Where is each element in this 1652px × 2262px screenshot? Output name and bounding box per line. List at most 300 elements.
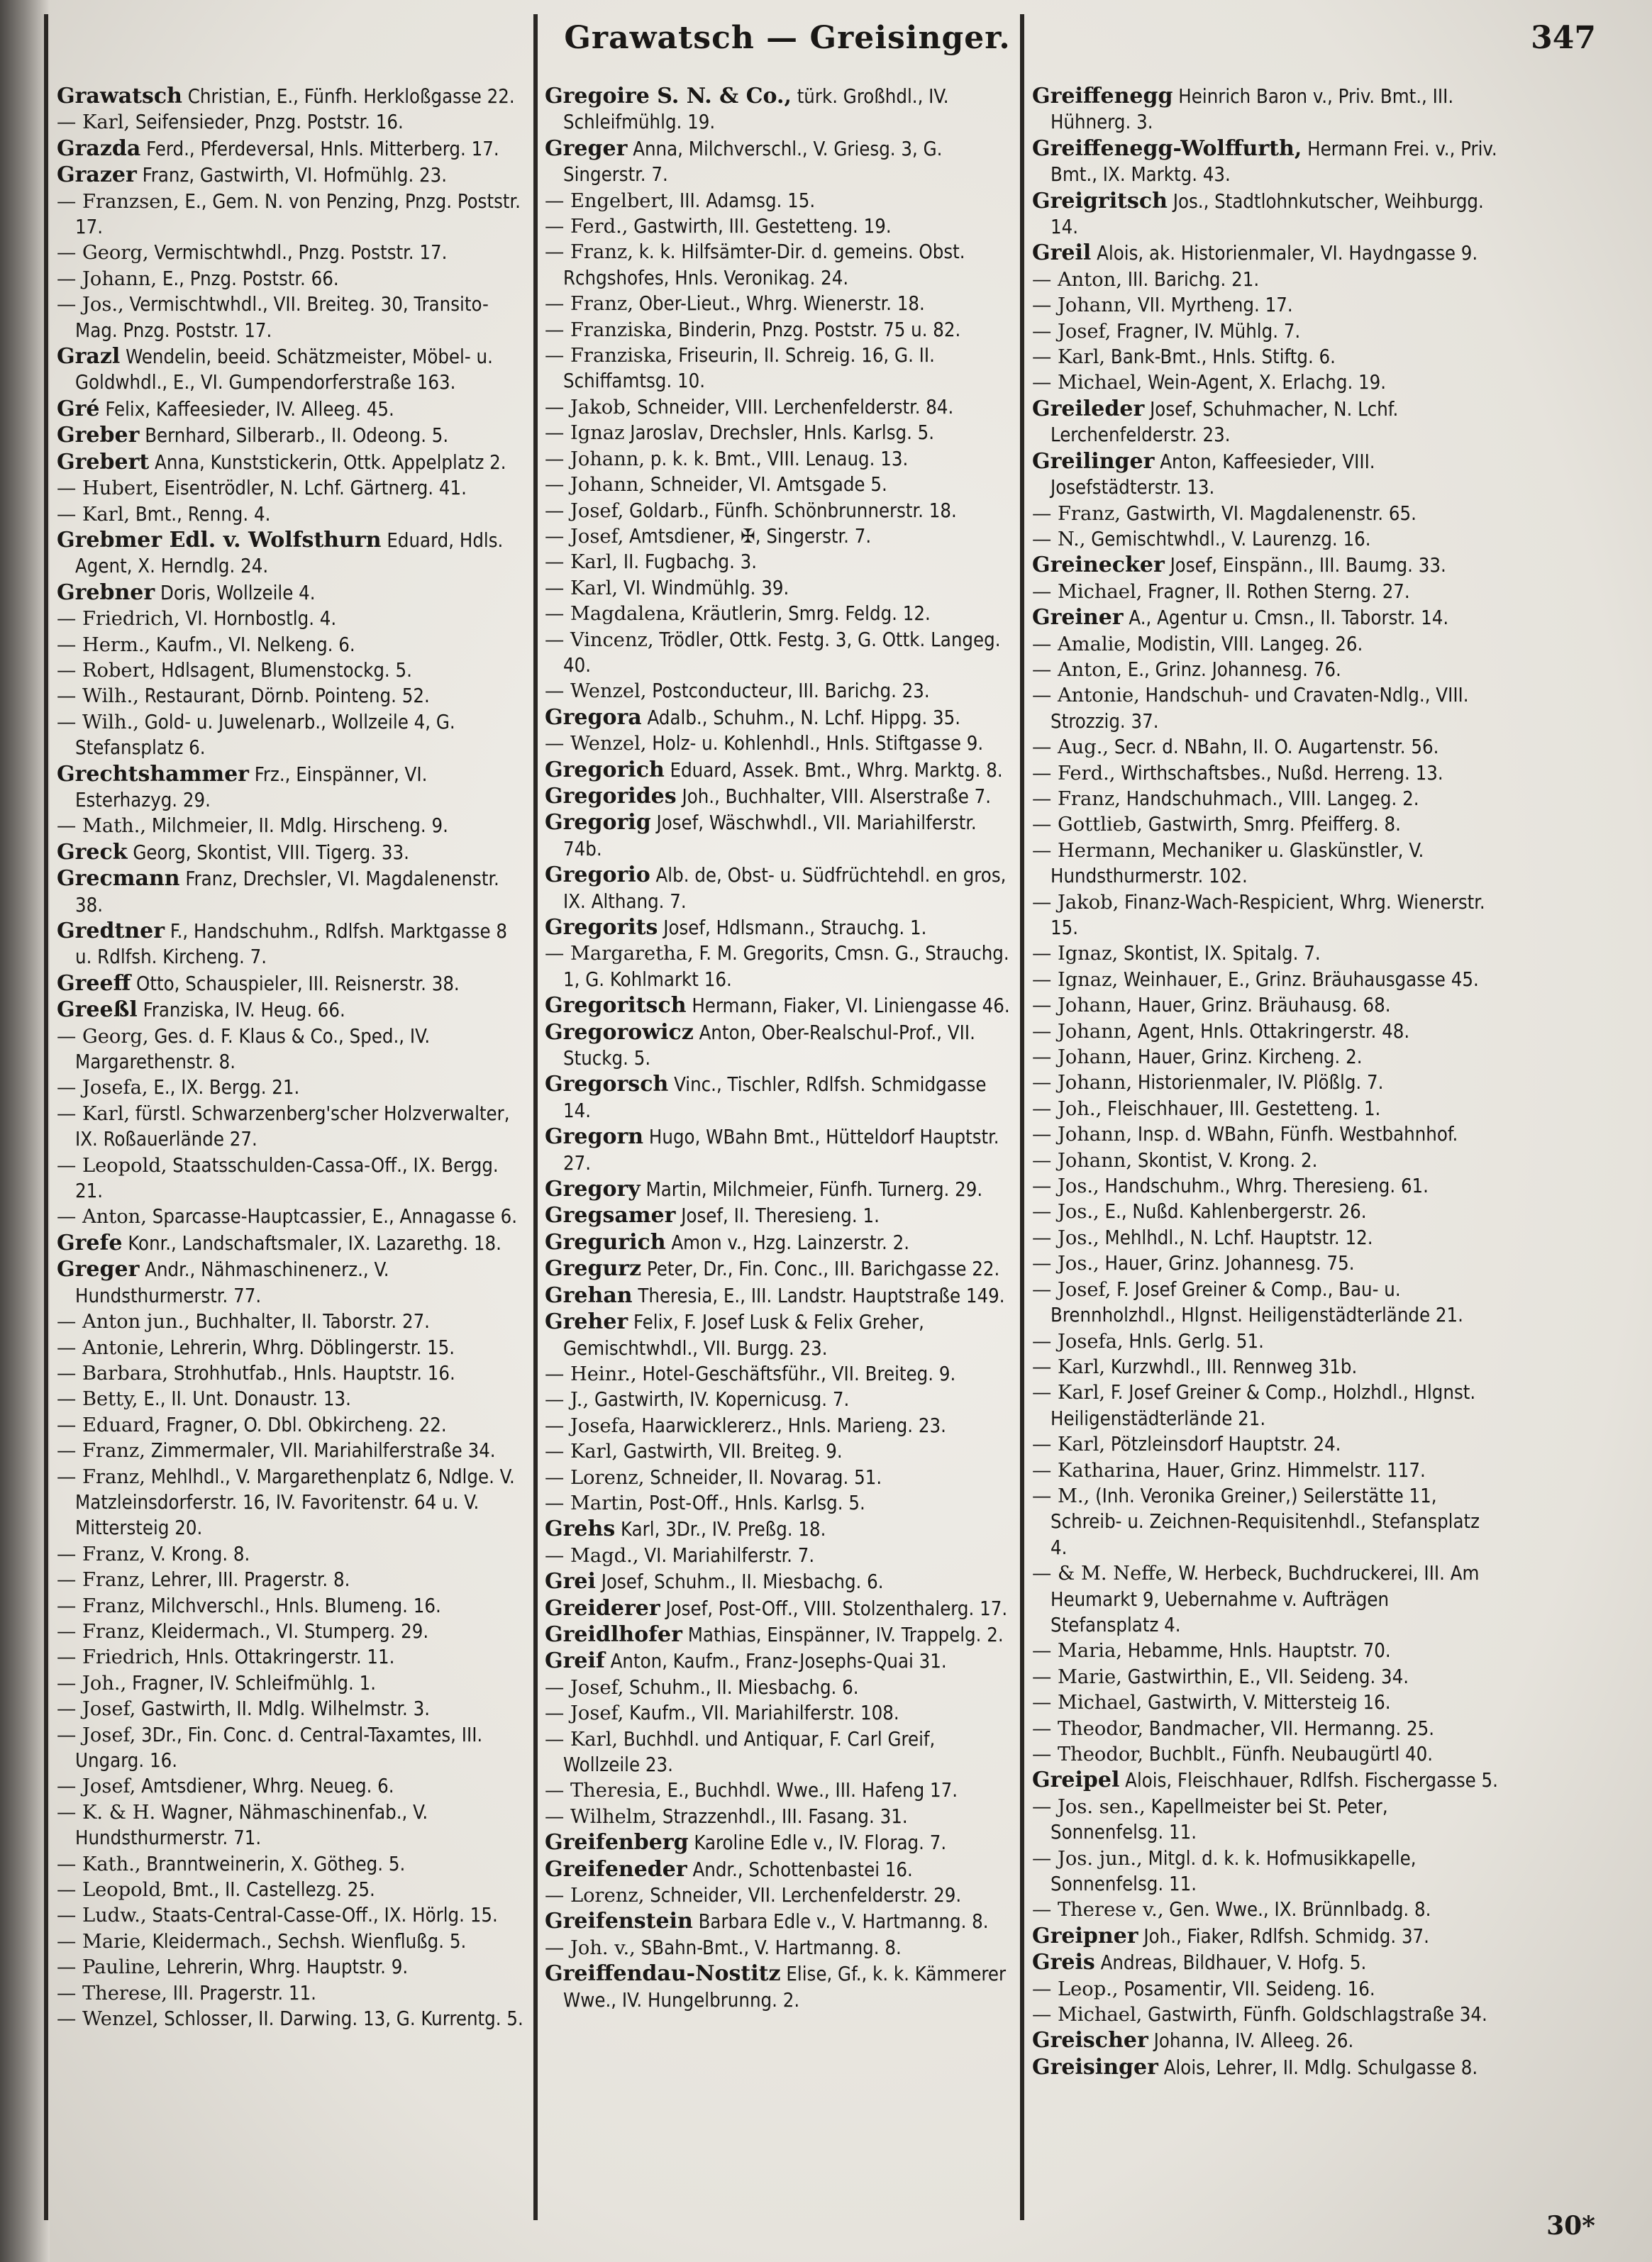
directory-entry <box>1032 1742 1500 1768</box>
directory-entry <box>57 240 525 266</box>
entry-headword: Gregorits <box>545 915 658 940</box>
entry-headword: — Anton, <box>1032 658 1122 681</box>
entry-headword: Gregorsch <box>545 1072 669 1097</box>
entry-headword: Greif <box>545 1648 605 1674</box>
entry-headword: — Franz, <box>545 293 633 316</box>
entry-details: Bandmacher, VII. Hermanng. 25. <box>1143 1717 1435 1740</box>
directory-entry <box>57 1903 525 1929</box>
entry-headword: — Georg, <box>57 242 149 265</box>
directory-entry <box>57 423 525 449</box>
entry-details: Doris, Wollzeile 4. <box>155 582 316 604</box>
entry-headword: — Anton, <box>1032 268 1122 291</box>
entry-headword: — Jos. jun., <box>1032 1847 1143 1870</box>
directory-entry <box>57 710 525 762</box>
directory-entry <box>545 941 1013 993</box>
directory-entry <box>1032 1561 1500 1639</box>
directory-entry <box>57 1413 525 1438</box>
directory-entry <box>1032 1277 1500 1329</box>
entry-headword: — Johann, <box>1032 1072 1133 1094</box>
entry-details: Zimmermaler, VII. Mariahilferstraße 34. <box>145 1440 496 1463</box>
entry-headword: — Karl, <box>1032 1355 1106 1378</box>
entry-details: Vinc., Tischler, Rdlfsh. Schmidgasse 14. <box>563 1074 987 1122</box>
entry-headword: — Anton, <box>57 1206 147 1229</box>
entry-details: Milchverschl., Hnls. Blumeng. 16. <box>145 1595 441 1617</box>
entry-headword: — K. & H. <box>57 1801 156 1824</box>
entry-details: Josef, Wäschwhdl., VII. Mariahilferstr. 74b. <box>563 812 977 860</box>
entry-details: Hotel-Geschäftsführ., VII. Breiteg. 9. <box>636 1363 956 1385</box>
directory-entry <box>1032 1484 1500 1561</box>
directory-entry <box>1032 2002 1500 2028</box>
entry-details: E., Pnzg. Poststr. 66. <box>157 267 339 290</box>
entry-details: Insp. d. WBahn, Fünfh. Westbahnhof. <box>1132 1124 1458 1146</box>
directory-entry <box>545 1491 1013 1517</box>
entry-details: Karl, 3Dr., IV. Preßg. 18. <box>615 1519 826 1541</box>
entry-details: Gastwirth, VI. Magdalenenstr. 65. <box>1120 502 1417 525</box>
entry-headword: Gré <box>57 396 100 421</box>
entry-details: Joh., Fiaker, Rdlfsh. Schmidg. 37. <box>1138 1925 1429 1948</box>
entry-headword: — & M. Neffe, <box>1032 1563 1173 1585</box>
directory-entry <box>57 1231 525 1257</box>
directory-entry <box>545 915 1013 941</box>
entry-details: Vermischtwhdl., Pnzg. Poststr. 17. <box>148 242 448 265</box>
entry-headword: — Ferd., <box>1032 762 1116 785</box>
directory-entry <box>1032 553 1500 579</box>
directory-entry <box>57 1955 525 1980</box>
entry-details: Schneider, VI. Amtsgade 5. <box>645 474 887 497</box>
entry-headword: Gregorig <box>545 810 651 836</box>
directory-entry <box>545 550 1013 575</box>
entry-details: Handschuhmach., VIII. Langeg. 2. <box>1120 787 1419 810</box>
entry-headword: — Eduard, <box>57 1414 161 1436</box>
entry-details: Barbara Edle v., V. Hartmanng. 8. <box>692 1911 989 1934</box>
entry-headword: — Ignaz, <box>1032 968 1119 991</box>
directory-entry <box>545 1072 1013 1124</box>
entry-headword: Greck <box>57 839 128 865</box>
entry-headword: — Franz, <box>57 1440 145 1463</box>
entry-headword: — Franz, <box>545 241 633 264</box>
directory-entry <box>545 1230 1013 1256</box>
entry-headword: — Josef, <box>545 525 624 548</box>
entry-headword: — Marie, <box>1032 1665 1122 1688</box>
directory-entry <box>545 499 1013 524</box>
entry-headword: — Marie, <box>57 1930 147 1953</box>
column-rule-right <box>1020 14 1024 2220</box>
directory-entry <box>545 1727 1013 1779</box>
entry-details: Mehlhdl., N. Lchf. Hauptstr. 12. <box>1099 1226 1373 1249</box>
entry-headword: — Ferd., <box>545 216 628 238</box>
directory-entry <box>1032 1122 1500 1148</box>
column-rule-middle <box>533 14 538 2220</box>
entry-headword: Greifenberg <box>545 1830 689 1856</box>
entry-details: F., Handschuhm., Rdlfsh. Marktgasse 8 u. Rdlfsh. Kircheng. 7. <box>75 921 508 969</box>
entry-details: Goldarb., Fünfh. Schönbrunnerstr. 18. <box>623 499 957 522</box>
entry-details: Gastwirth, IV. Kopernicusg. 7. <box>589 1389 850 1412</box>
entry-details: k. k. Hilfsämter-Dir. d. gemeins. Obst. Rchgshofes, Hnls. Veronikag. 24. <box>563 241 965 289</box>
column-1 <box>57 84 525 2219</box>
entry-details: Gastwirth, Smrg. Pfeifferg. 8. <box>1142 814 1401 836</box>
entry-headword: — Karl, <box>1032 346 1106 369</box>
directory-entry <box>545 292 1013 317</box>
entry-details: Binderin, Pnzg. Poststr. 75 u. 82. <box>672 318 961 341</box>
directory-entry <box>545 1596 1013 1622</box>
directory-entry <box>1032 189 1500 241</box>
directory-entry <box>1032 267 1500 293</box>
entry-headword: — Karl, <box>57 1102 131 1125</box>
entry-details: Fragner, IV. Mühlg. 7. <box>1111 320 1301 343</box>
entry-details: Gastwirth, VII. Breiteg. 9. <box>618 1441 843 1463</box>
entry-headword: — Jakob, <box>1032 891 1119 914</box>
entry-details: Jos., Stadtlohnkutscher, Weihburgg. 14. <box>1050 190 1484 239</box>
entry-headword: — Robert, <box>57 659 156 682</box>
entry-details: Alois, Lehrer, II. Mdlg. Schulgasse 8. <box>1158 2056 1478 2079</box>
entry-details: Branntweinerin, X. Götheg. 5. <box>140 1853 406 1875</box>
directory-entry <box>57 1257 525 1309</box>
entry-headword: — Theodor, <box>1032 1743 1143 1765</box>
directory-entry <box>545 1362 1013 1387</box>
entry-details: Finanz-Wach-Respicient, Whrg. Wienerstr. 15. <box>1050 891 1485 939</box>
entry-details: Gemischtwhdl., V. Laurenzg. 16. <box>1085 528 1371 550</box>
entry-details: E., IX. Bergg. 21. <box>148 1077 300 1099</box>
entry-details: Andr., Nähmaschinenerz., V. Hundsthurmerstr. 77. <box>75 1259 389 1307</box>
entry-details: Amtsdiener, ✠, Singerstr. 7. <box>623 525 872 548</box>
directory-entry <box>1032 2028 1500 2054</box>
entry-details: Secr. d. NBahn, II. O. Augartenstr. 56. <box>1109 736 1439 759</box>
entry-headword: — Josef, <box>545 499 624 522</box>
directory-entry <box>57 919 525 971</box>
directory-entry <box>1032 1977 1500 2002</box>
entry-details: Lehrer, III. Pragerstr. 8. <box>145 1569 350 1592</box>
entry-headword: — Franz, <box>57 1543 145 1565</box>
entry-headword: — Friedrich, <box>57 608 180 631</box>
directory-entry <box>545 1778 1013 1804</box>
directory-entry <box>545 1961 1013 2014</box>
entry-headword: — Josef, <box>57 1724 136 1746</box>
entry-details: Konr., Landschaftsmaler, IX. Lazarethg. 18. <box>122 1232 501 1255</box>
entry-details: VI. Windmühlg. 39. <box>618 577 789 599</box>
entry-headword: Grehs <box>545 1517 616 1542</box>
entry-headword: — Johann, <box>1032 1020 1133 1043</box>
directory-entry <box>57 2007 525 2032</box>
directory-entry <box>545 84 1013 136</box>
entry-details: E., Buchhdl. Wwe., III. Hafeng 17. <box>661 1780 958 1802</box>
directory-entry <box>545 472 1013 498</box>
directory-entry <box>1032 605 1500 631</box>
entry-headword: — Lorenz, <box>545 1466 645 1489</box>
entry-details: Sparcasse-Hauptcassier, E., Annagasse 6. <box>146 1206 518 1229</box>
entry-details: Wirthschaftsbes., Nußd. Herreng. 13. <box>1115 762 1443 785</box>
entry-details: Hauer, Grinz. Himmelstr. 117. <box>1160 1459 1426 1482</box>
directory-entry <box>545 731 1013 757</box>
directory-entry <box>57 866 525 919</box>
entry-headword: Gregurz <box>545 1256 642 1282</box>
entry-headword: — Johann, <box>1032 294 1133 317</box>
entry-details: Eduard, Assek. Bmt., Whrg. Marktg. 8. <box>664 759 1003 782</box>
entry-details: VI. Mariahilferstr. 7. <box>638 1544 815 1567</box>
entry-headword: Greigritsch <box>1032 188 1168 214</box>
directory-entry <box>545 1414 1013 1439</box>
entry-headword: Greeff <box>57 970 131 996</box>
entry-details: Hauer, Grinz. Kircheng. 2. <box>1132 1046 1363 1069</box>
entry-headword: — Leopold, <box>57 1154 167 1177</box>
entry-headword: Greil <box>1032 240 1092 266</box>
directory-entry <box>1032 787 1500 812</box>
entry-details: Gold- u. Juwelenarb., Wollzeile 4, G. Stefansplatz 6. <box>75 711 455 760</box>
page-number: 347 <box>1531 20 1596 56</box>
entry-details: Hermann Frei. v., Priv. Bmt., IX. Marktg. 43. <box>1050 138 1497 187</box>
entry-details: Milchmeier, II. Mdlg. Hirscheng. 9. <box>146 815 448 838</box>
directory-entry <box>57 1465 525 1542</box>
directory-entry <box>545 1439 1013 1465</box>
directory-entry <box>545 1387 1013 1413</box>
entry-headword: Grechtshammer <box>57 761 249 787</box>
directory-entry <box>545 576 1013 601</box>
entry-headword: — Josefa, <box>1032 1330 1124 1353</box>
entry-headword: Greeßl <box>57 997 138 1023</box>
directory-entry <box>545 1203 1013 1229</box>
entry-details: Anna, Kunststickerin, Ottk. Appelplatz 2. <box>149 451 506 474</box>
entry-details: Georg, Skontist, VIII. Tigerg. 33. <box>127 841 409 864</box>
directory-entry <box>57 684 525 709</box>
entry-details: Josef, Schuhmacher, N. Lchf. Lerchenfelderstr. 23. <box>1050 398 1399 447</box>
entry-details: Hugo, WBahn Bmt., Hütteldorf Hauptstr. 27. <box>563 1126 999 1175</box>
entry-headword: — Karl, <box>545 551 619 574</box>
entry-details: Staatsschulden-Cassa-Off., IX. Bergg. 21. <box>75 1154 499 1203</box>
directory-entry <box>1032 1458 1500 1484</box>
entry-details: Mathias, Einspänner, IV. Trappelg. 2. <box>682 1624 1004 1646</box>
directory-entry <box>57 1929 525 1955</box>
entry-details: Josef, Einspänn., III. Baumg. 33. <box>1164 555 1446 577</box>
entry-details: W. Herbeck, Buchdruckerei, III. Am Heumarkt 9, Uebernahme v. Aufträgen Stefansplatz 4. <box>1050 1563 1480 1636</box>
entry-details: Holz- u. Kohlenhdl., Hnls. Stiftgasse 9. <box>646 733 984 755</box>
directory-entry <box>1032 527 1500 553</box>
entry-headword: — Wilhelm, <box>545 1805 658 1828</box>
directory-entry <box>57 658 525 684</box>
entry-headword: Greger <box>545 135 628 161</box>
entry-headword: — Jos., <box>57 294 124 316</box>
directory-entry <box>1032 1897 1500 1923</box>
entry-details: Johanna, IV. Alleeg. 26. <box>1148 2030 1354 2053</box>
directory-entry <box>57 1336 525 1361</box>
column-3 <box>1032 84 1500 2219</box>
directory-entry <box>57 528 525 580</box>
entry-headword: — Josef, <box>545 1702 624 1725</box>
directory-entry <box>545 240 1013 292</box>
entry-details: Josef, Hdlsmann., Strauchg. 1. <box>658 917 927 939</box>
entry-details: III. Adamsg. 15. <box>674 189 816 212</box>
entry-headword: — Leopold, <box>57 1879 167 1902</box>
directory-entry <box>545 758 1013 784</box>
directory-entry <box>1032 1045 1500 1070</box>
entry-details: Lehrerin, Whrg. Hauptstr. 9. <box>160 1956 409 1979</box>
entry-details: Handschuh- und Cravaten-Ndlg., VIII. Strozzig. 37. <box>1050 684 1469 733</box>
directory-entry <box>1032 658 1500 683</box>
directory-entry <box>57 344 525 397</box>
entry-headword: Gregoire S. N. & Co., <box>545 84 792 109</box>
directory-entry <box>57 1852 525 1878</box>
entry-headword: — M., <box>1032 1485 1090 1507</box>
directory-entry <box>1032 968 1500 993</box>
entry-headword: — Johann, <box>1032 1149 1133 1172</box>
entry-details: VII. Myrtheng. 17. <box>1132 294 1293 317</box>
entry-details: Hauer, Grinz. Johannesg. 75. <box>1099 1253 1355 1275</box>
entry-details: Kleidermach., VI. Stumperg. 29. <box>145 1620 429 1643</box>
entry-details: Posamentir, VII. Seideng. 16. <box>1118 1978 1375 2000</box>
entry-details: Lehrerin, Whrg. Döblingerstr. 15. <box>164 1336 455 1359</box>
directory-entry <box>1032 1768 1500 1794</box>
entry-headword: — Karl, <box>57 503 131 526</box>
entry-headword: Greifeneder <box>545 1856 687 1882</box>
entry-headword: — Franz, <box>1032 787 1121 810</box>
entry-headword: Grefe <box>57 1230 123 1255</box>
entry-details: VI. Hornbostlg. 4. <box>179 608 337 631</box>
directory-entry <box>1032 1355 1500 1380</box>
directory-entry <box>57 1387 525 1412</box>
directory-entry <box>57 397 525 423</box>
directory-entry <box>545 1543 1013 1569</box>
directory-entry <box>1032 84 1500 136</box>
entry-details: Adalb., Schuhm., N. Lchf. Hippg. 35. <box>641 706 961 729</box>
entry-headword: — Joh. v., <box>545 1936 636 1959</box>
running-title: Grawatsch — Greisinger. <box>564 20 1011 56</box>
entry-headword: Greiner <box>1032 605 1124 631</box>
entry-headword: Grazl <box>57 344 121 370</box>
entry-headword: — Johann, <box>545 474 645 497</box>
entry-details: Alois, ak. Historienmaler, VI. Haydngasse 9. <box>1091 243 1478 265</box>
entry-details: Schuhm., II. Miesbachg. 6. <box>623 1676 859 1699</box>
entry-details: Bernhard, Silberarb., II. Odeong. 5. <box>139 425 449 448</box>
entry-headword: Gregorides <box>545 783 677 809</box>
entry-headword: — Wenzel, <box>57 2008 159 2031</box>
entry-headword: — Kath., <box>57 1853 141 1875</box>
entry-details: türk. Großhdl., IV. Schleifmühlg. 19. <box>563 86 949 134</box>
entry-headword: — Antonie, <box>57 1336 165 1359</box>
entry-headword: — Johann, <box>1032 1124 1133 1146</box>
entry-headword: — Lorenz, <box>545 1885 645 1907</box>
entry-details: p. k. k. Bmt., VIII. Lenaug. 13. <box>645 448 909 470</box>
directory-entry <box>1032 1795 1500 1846</box>
directory-entry <box>1032 319 1500 345</box>
entry-details: Alb. de, Obst- u. Südfrüchtehdl. en gros, IX. Althang. 7. <box>563 865 1007 913</box>
directory-entry <box>1032 1226 1500 1251</box>
entry-headword: — N., <box>1032 528 1086 550</box>
directory-entry <box>57 1309 525 1335</box>
entry-details: Restaurant, Dörnb. Pointeng. 52. <box>138 685 430 708</box>
entry-details: Josef, Post-Off., VIII. Stolzenthalerg. 17. <box>660 1597 1008 1620</box>
directory-entry <box>545 1177 1013 1203</box>
entry-details: Ges. d. F. Klaus & Co., Sped., IV. Margarethenstr. 8. <box>75 1025 431 1074</box>
directory-entry <box>1032 683 1500 735</box>
entry-details: Franz, Drechsler, VI. Magdalenenstr. 38. <box>75 868 499 916</box>
directory-entry <box>57 1800 525 1852</box>
entry-details: Strohhutfab., Hnls. Hauptstr. 16. <box>168 1362 455 1385</box>
directory-entry <box>57 1204 525 1230</box>
entry-details: Eduard, Hdls. Agent, X. Herndlg. 24. <box>75 529 504 578</box>
directory-entry <box>1032 1070 1500 1096</box>
entry-details: Kurzwhdl., III. Rennweg 31b. <box>1105 1355 1358 1378</box>
directory-entry <box>57 189 525 241</box>
directory-entry <box>57 580 525 606</box>
entry-headword: — Michael, <box>1032 372 1143 394</box>
entry-headword: Greiderer <box>545 1595 660 1621</box>
entry-headword: Grehan <box>545 1282 633 1308</box>
directory-entry <box>57 633 525 658</box>
directory-entry <box>1032 1148 1500 1174</box>
entry-details: Kapellmeister bei St. Peter, Sonnenfelsg. 11. <box>1050 1795 1388 1844</box>
entry-headword: — Martin, <box>545 1492 644 1514</box>
entry-headword: — Wilh., <box>57 711 139 733</box>
directory-entry <box>1032 2055 1500 2081</box>
entry-headword: — Joh., <box>1032 1097 1102 1120</box>
entry-details: Mehlhdl., V. Margarethenplatz 6, Ndlge. V. Matzleinsdorferstr. 16, IV. Favoritenstr. 64 u. V. Mittersteig 20. <box>75 1465 515 1540</box>
directory-entry <box>1032 735 1500 760</box>
directory-entry <box>545 1309 1013 1362</box>
entry-headword: Greiffenegg-Wolffurth, <box>1032 135 1302 161</box>
entry-details: III. Pragerstr. 11. <box>167 1982 316 2005</box>
directory-entry <box>545 601 1013 627</box>
entry-headword: — Michael, <box>1032 1692 1143 1714</box>
entry-headword: Greifenstein <box>545 1909 693 1934</box>
directory-entry <box>1032 370 1500 396</box>
entry-headword: — Jakob, <box>545 396 632 418</box>
directory-entry <box>545 136 1013 189</box>
directory-entry <box>1032 1924 1500 1950</box>
entry-headword: Gregora <box>545 704 642 730</box>
entry-headword: Grazda <box>57 135 141 161</box>
directory-entry <box>1032 1846 1500 1898</box>
entry-headword: — Josefa, <box>57 1077 148 1099</box>
directory-entry <box>545 1909 1013 1935</box>
entry-details: Schneider, VIII. Lerchenfelderstr. 84. <box>631 396 954 418</box>
entry-headword: — Math., <box>57 815 147 838</box>
entry-details: Anton, Kaffeesieder, VIII. Josefstädterstr. 13. <box>1050 450 1375 499</box>
entry-details: Agent, Hnls. Ottakringerstr. 48. <box>1132 1020 1410 1043</box>
directory-entry <box>1032 838 1500 890</box>
entry-headword: Greischer <box>1032 2028 1148 2053</box>
entry-headword: — Anton jun., <box>57 1311 190 1334</box>
entry-details: Wagner, Nähmaschinenfab., V. Hundsthurmerstr. 71. <box>75 1801 428 1850</box>
entry-details: Schneider, VII. Lerchenfelderstr. 29. <box>644 1885 962 1907</box>
directory-entry <box>57 267 525 292</box>
entry-details: Hermann, Fiaker, VI. Liniengasse 46. <box>686 995 1010 1018</box>
entry-details: Heinrich Baron v., Priv. Bmt., III. Hühnerg. 3. <box>1050 86 1454 134</box>
entry-headword: — Jos. sen., <box>1032 1795 1146 1818</box>
entry-headword: — Magdalena, <box>545 603 686 626</box>
entry-details: fürstl. Schwarzenberg'scher Holzverwalter, IX. Roßauerlände 27. <box>75 1102 510 1151</box>
directory-entry <box>1032 890 1500 942</box>
entry-details: 3Dr., Fin. Conc. d. Central-Taxamtes, III. Ungarg. 16. <box>75 1724 483 1772</box>
entry-details: Wendelin, beeid. Schätzmeister, Möbel- u. Goldwhdl., E., VI. Gumpendorferstraße 163. <box>75 346 493 394</box>
directory-entry <box>545 810 1013 863</box>
entry-details: Strazzenhdl., III. Fasang. 31. <box>657 1805 908 1828</box>
entry-details: Anton, Ober-Realschul-Prof., VII. Stuckg. 5. <box>563 1021 975 1070</box>
directory-entry <box>545 1465 1013 1491</box>
entry-headword: Grebner <box>57 580 155 605</box>
entry-headword: Grazer <box>57 162 137 188</box>
entry-headword: — Ignaz, <box>1032 943 1119 965</box>
entry-headword: — Michael, <box>1032 580 1143 603</box>
entry-headword: — Herm., <box>57 633 151 656</box>
directory-entry <box>545 679 1013 704</box>
entry-headword: — Joh., <box>57 1672 127 1695</box>
entry-headword: — Franz, <box>57 1569 145 1592</box>
column-2 <box>545 84 1013 2219</box>
entry-headword: Greber <box>57 423 140 448</box>
directory-entry <box>57 1075 525 1101</box>
directory-entry <box>57 136 525 162</box>
entry-headword: Greileder <box>1032 396 1145 421</box>
entry-details: SBahn-Bmt., V. Hartmanng. 8. <box>635 1936 902 1959</box>
entry-details: Anton, Kaufm., Franz-Josephs-Quai 31. <box>604 1651 947 1673</box>
